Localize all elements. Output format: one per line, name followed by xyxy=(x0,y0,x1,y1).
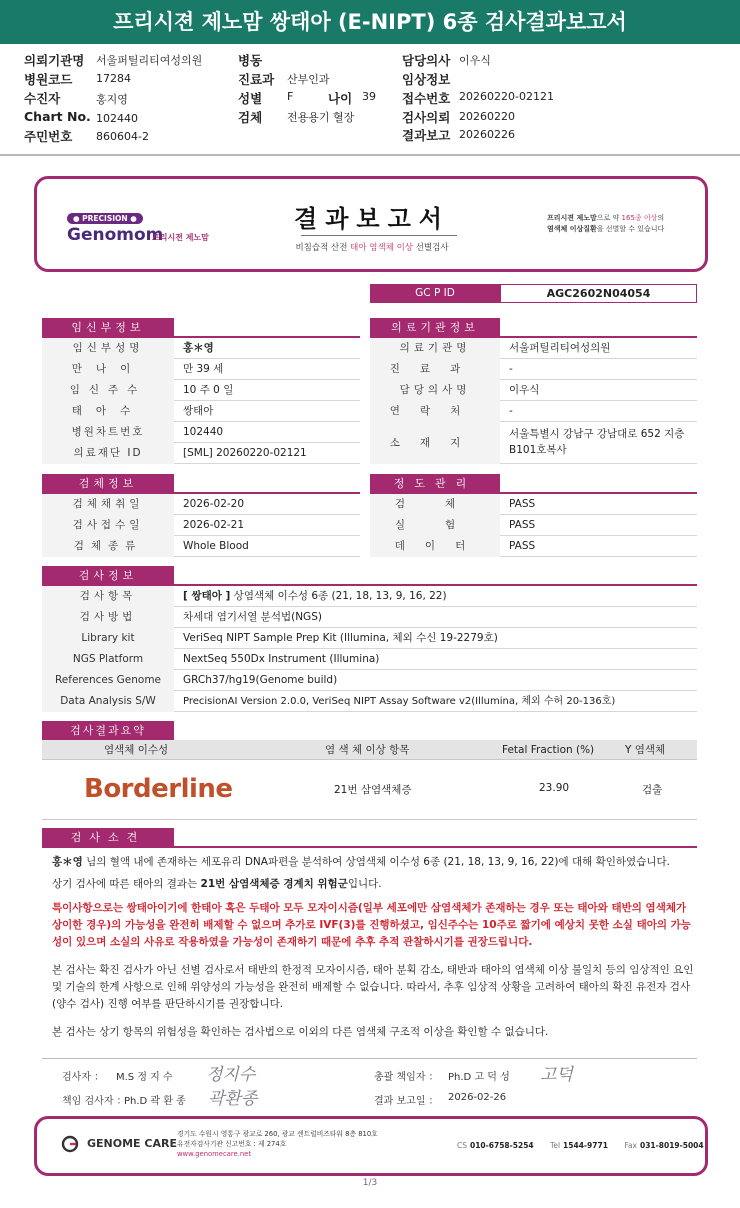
row-label: Library kit xyxy=(42,628,174,649)
finding-paragraph-5: 본 검사는 상기 항목의 위험성을 확인하는 검사법으로 이외의 다른 염색체 구조적 이상을 확인할 수 없습니다. xyxy=(52,1026,549,1038)
section-findings: 검사소견 xyxy=(42,828,174,847)
patient-info-panel xyxy=(0,44,740,156)
abnormal-item-value: 21번 삼염색체증 xyxy=(334,784,412,796)
row-label: 연락처 xyxy=(370,401,500,422)
id-number-value: 860604-2 xyxy=(96,130,149,143)
receipt-no-label: 접수번호 xyxy=(402,91,451,106)
fetal-fraction-value: 23.90 xyxy=(539,782,570,794)
foundation-id: [SML] 20260220-02121 xyxy=(183,447,307,459)
col-aneuploidy: 염색체 이수성 xyxy=(104,744,169,756)
row-label: 검체 xyxy=(370,494,500,515)
row-label: 검체채취일 xyxy=(42,494,174,515)
row-label: 태아수 xyxy=(42,401,174,422)
row-label: 실험 xyxy=(370,515,500,536)
header-tagline: 프리시젼 제노맘으로 약 165종 이상의 염색체 이상질환을 선별할 수 있습니다 xyxy=(547,214,665,233)
hospital-chart-no: 102440 xyxy=(183,426,224,438)
tester-signature: 정지수 xyxy=(206,1065,256,1085)
finding-special-note: 특이사항으로는 쌍태아이기에 한태아 혹은 두태아 모두 모자이시즘(일부 세포에만 삼염색체가 존재하는 경우 또는 태아와 태반의 염색체가 상이한 경우)의 가능성을 완전히 배제할 수 없으며 추가로 IVF(3)를 진행하셨고, 임신주수는 10주로 짧기에 예상치 못한 소실 태아의 가능성이 있으며 소실의 사유로 작용하였을 가능성이 존재하기 때문에 추후 추적 관찰하시기를 권장드립니다. xyxy=(52,902,691,948)
gcpid-label: GC P ID xyxy=(370,284,500,303)
report-title: 프리시젼 제노맘 쌍태아 (E-NIPT) 6종 검사결과보고서 xyxy=(113,10,627,34)
table-row xyxy=(42,649,697,670)
reference-genome: GRCh37/hg19(Genome build) xyxy=(183,674,338,686)
section-specimen-info: 검체정보 xyxy=(42,474,174,493)
table-row xyxy=(42,359,360,380)
table-row xyxy=(42,536,360,557)
age-label: 나이 xyxy=(328,91,353,106)
doctor-label: 담당의사 xyxy=(402,53,451,68)
report-date-value: 20260226 xyxy=(459,128,515,141)
id-number-label: 주민번호 xyxy=(24,129,73,144)
table-row xyxy=(42,443,360,464)
table-row xyxy=(370,338,697,359)
test-method: 차세대 염기서열 분석법(NGS) xyxy=(183,611,322,623)
receipt-date: 2026-02-21 xyxy=(183,519,245,531)
address-line-2: B101호복사 xyxy=(509,444,567,456)
collection-date: 2026-02-20 xyxy=(183,498,245,510)
company-address: 경기도 수원시 영통구 광교로 260, 광교 센트럴비즈타워 8층 810호 유전자검사기관 신고번호 : 제 274호 www.genomecare.net xyxy=(177,1130,378,1158)
table-row xyxy=(42,628,697,649)
doctor-name: 이우식 xyxy=(509,384,540,396)
table-row xyxy=(370,422,697,464)
collector-value: 홍지영 xyxy=(96,93,128,106)
summary-header xyxy=(42,740,697,760)
address-line-1: 서울특별시 강남구 강남대로 652 지층 xyxy=(509,428,685,440)
qc-specimen: PASS xyxy=(509,498,536,510)
pregnant-name: 홍＊영 xyxy=(183,342,214,354)
table-row xyxy=(42,422,360,443)
genome-care-logo: GENOME CARE xyxy=(87,1137,177,1150)
request-date-label: 검사의뢰 xyxy=(402,110,451,125)
col-y-chromosome: Y 염색체 xyxy=(625,744,666,756)
row-label: 임신주수 xyxy=(42,380,174,401)
y-chromosome-value: 검출 xyxy=(642,784,663,796)
company-contacts: CS 010-6758-5254 Tel 1544-9771 Fax 031-8019-5004 xyxy=(457,1141,704,1150)
institution-label: 의뢰기관명 xyxy=(24,53,85,68)
department: - xyxy=(509,363,513,375)
row-label: 데이터 xyxy=(370,536,500,557)
chart-no-value: 102440 xyxy=(96,112,138,125)
company-url[interactable]: www.genomecare.net xyxy=(177,1150,252,1158)
contact: - xyxy=(509,405,513,417)
table-row xyxy=(370,401,697,422)
gestational-age: 10 주 0 일 xyxy=(183,384,234,396)
table-row xyxy=(42,380,360,401)
institution-value: 서울퍼틸리티여성의원 xyxy=(96,54,203,67)
table-row xyxy=(42,670,697,691)
responsible-name: Ph.D 곽 환 종 xyxy=(124,1096,186,1107)
table-row xyxy=(42,586,697,607)
qc-data: PASS xyxy=(509,540,536,552)
col-fetal-fraction: Fetal Fraction (%) xyxy=(502,744,595,756)
specimen-value: 전용용기 혈장 xyxy=(287,111,355,124)
row-label: 검체종류 xyxy=(42,536,174,557)
row-label: 소재지 xyxy=(370,422,500,464)
row-label: 검사항목 xyxy=(42,586,174,607)
report-date-label: 결과보고 xyxy=(402,128,451,143)
section-institution-info: 의료기관정보 xyxy=(370,318,500,337)
table-row xyxy=(370,536,697,557)
sex-value: F xyxy=(287,90,294,103)
report-subheading: 비침습적 산전 태아 염색체 이상 선별검사 xyxy=(295,243,449,253)
row-label: 담당의사명 xyxy=(370,380,500,401)
library-kit: VeriSeq NIPT Sample Prep Kit (Illumina, 체외 수신 19-2279호) xyxy=(183,632,498,644)
sex-label: 성별 xyxy=(238,91,263,106)
page-number: 1/3 xyxy=(362,1178,378,1188)
report-date: 2026-02-26 xyxy=(448,1092,507,1103)
row-label: Data Analysis S/W xyxy=(42,691,174,712)
report-header-box xyxy=(34,176,708,272)
report-title-bar xyxy=(0,0,740,44)
doctor-value: 이우식 xyxy=(459,54,491,67)
row-label: 만나이 xyxy=(42,359,174,380)
ngs-platform: NextSeq 550Dx Instrument (Illumina) xyxy=(183,653,380,665)
clinical-info-label: 임상정보 xyxy=(402,72,451,87)
request-date-value: 20260220 xyxy=(459,110,515,123)
finding-paragraph-4: 본 검사는 확진 검사가 아닌 선별 검사로서 태반의 한정적 모자이시즘, 태아 분획 감소, 태반과 태아의 염색체 이상 불일치 등의 임상적인 요인 및 기술의 한계 사항으로 인해 위양성의 가능성을 완전히 배제할 수 없습니다. 따라서, 추후 임상적 상황을 고려하여 태아의 확진 유전자 검사(양수 검사) 진행 여부를 판단하시기를 권장합니다. xyxy=(52,964,694,1010)
hospital-code-label: 병원코드 xyxy=(24,72,73,87)
dept-label: 진료과 xyxy=(238,72,275,87)
table-row xyxy=(370,494,697,515)
table-row xyxy=(42,494,360,515)
row-label: NGS Platform xyxy=(42,649,174,670)
specimen-type: Whole Blood xyxy=(183,540,249,552)
chief-signature: 고덕 xyxy=(540,1065,573,1085)
age-value: 39 xyxy=(362,90,376,103)
signature-divider xyxy=(42,1058,697,1059)
responsible-signature: 곽환종 xyxy=(208,1089,258,1109)
chart-no-label: Chart No. xyxy=(24,109,91,124)
table-row xyxy=(42,401,360,422)
report-date-label: 결과 보고일 ： xyxy=(374,1096,439,1107)
tester-label: 검사자 ： xyxy=(62,1072,105,1083)
genomom-logo: Genomom xyxy=(67,225,164,245)
col-abnormal-item: 염 색 체 이상 항목 xyxy=(325,744,410,756)
genome-care-logo-icon xyxy=(61,1135,83,1153)
table-row xyxy=(370,515,697,536)
genomom-logo-sub: 프리시젼 제노맘 xyxy=(152,233,209,242)
gcpid-value: AGC2602N04054 xyxy=(500,284,697,303)
fetus-count: 쌍태아 xyxy=(183,405,214,417)
heading-divider xyxy=(301,235,457,236)
table-row xyxy=(370,380,697,401)
table-row xyxy=(42,515,360,536)
row-label: 의료재단 ID xyxy=(42,443,174,464)
row-label: 검사접수일 xyxy=(42,515,174,536)
section-quality-control: 정도관리 xyxy=(370,474,500,493)
row-label: 검사방법 xyxy=(42,607,174,628)
ward-label: 병동 xyxy=(238,53,263,68)
table-row xyxy=(370,359,697,380)
test-item: [ 쌍태아 ] 상염색체 이수성 6종 (21, 18, 13, 9, 16, 22) xyxy=(183,590,447,602)
receipt-no-value: 20260220-02121 xyxy=(459,90,554,103)
table-row xyxy=(42,338,360,359)
section-underline xyxy=(42,846,697,848)
table-row xyxy=(42,607,697,628)
finding-paragraph-2: 상기 검사에 따른 태아의 결과는 21번 삼염색체증 경계치 위험군입니다. xyxy=(52,878,382,890)
row-label: 임신부성명 xyxy=(42,338,174,359)
precision-badge: ● PRECISION ● xyxy=(67,213,143,224)
responsible-label: 책임 검사자 ： xyxy=(62,1096,127,1107)
section-pregnant-info: 임신부정보 xyxy=(42,318,174,337)
pregnant-age: 만 39 세 xyxy=(183,363,224,375)
report-heading: 결과보고서 xyxy=(294,205,450,233)
row-label: 의료기관명 xyxy=(370,338,500,359)
company-footer xyxy=(34,1116,708,1176)
analysis-software: PrecisionAI Version 2.0.0, VeriSeq NIPT Assay Software v2(Illumina, 체외 수허 20-136호) xyxy=(183,696,616,707)
dept-value: 산부인과 xyxy=(287,73,330,86)
finding-paragraph-1: 홍＊영 님의 혈액 내에 존재하는 세포유리 DNA파편을 분석하여 상염색체 이수성 6종 (21, 18, 13, 9, 16, 22)에 대해 확인하였습니다. xyxy=(52,856,670,868)
section-test-info: 검사정보 xyxy=(42,566,174,585)
hospital-code-value: 17284 xyxy=(96,72,131,85)
row-label: 진료과 xyxy=(370,359,500,380)
collector-label: 수진자 xyxy=(24,91,61,106)
section-result-summary: 검사결과요약 xyxy=(42,721,174,740)
chief-name: Ph.D 고 덕 성 xyxy=(448,1072,510,1083)
row-label: 병원차트번호 xyxy=(42,422,174,443)
table-row xyxy=(42,691,697,712)
specimen-label: 검체 xyxy=(238,110,263,125)
qc-experiment: PASS xyxy=(509,519,536,531)
summary-row xyxy=(42,760,697,820)
institution-name: 서울퍼틸리티여성의원 xyxy=(509,342,611,354)
result-classification: Borderline xyxy=(84,774,233,804)
chief-label: 총괄 책임자 ： xyxy=(374,1072,439,1083)
result-report xyxy=(0,158,740,1208)
tester-name: M.S 정 지 수 xyxy=(116,1072,173,1083)
row-label: References Genome xyxy=(42,670,174,691)
